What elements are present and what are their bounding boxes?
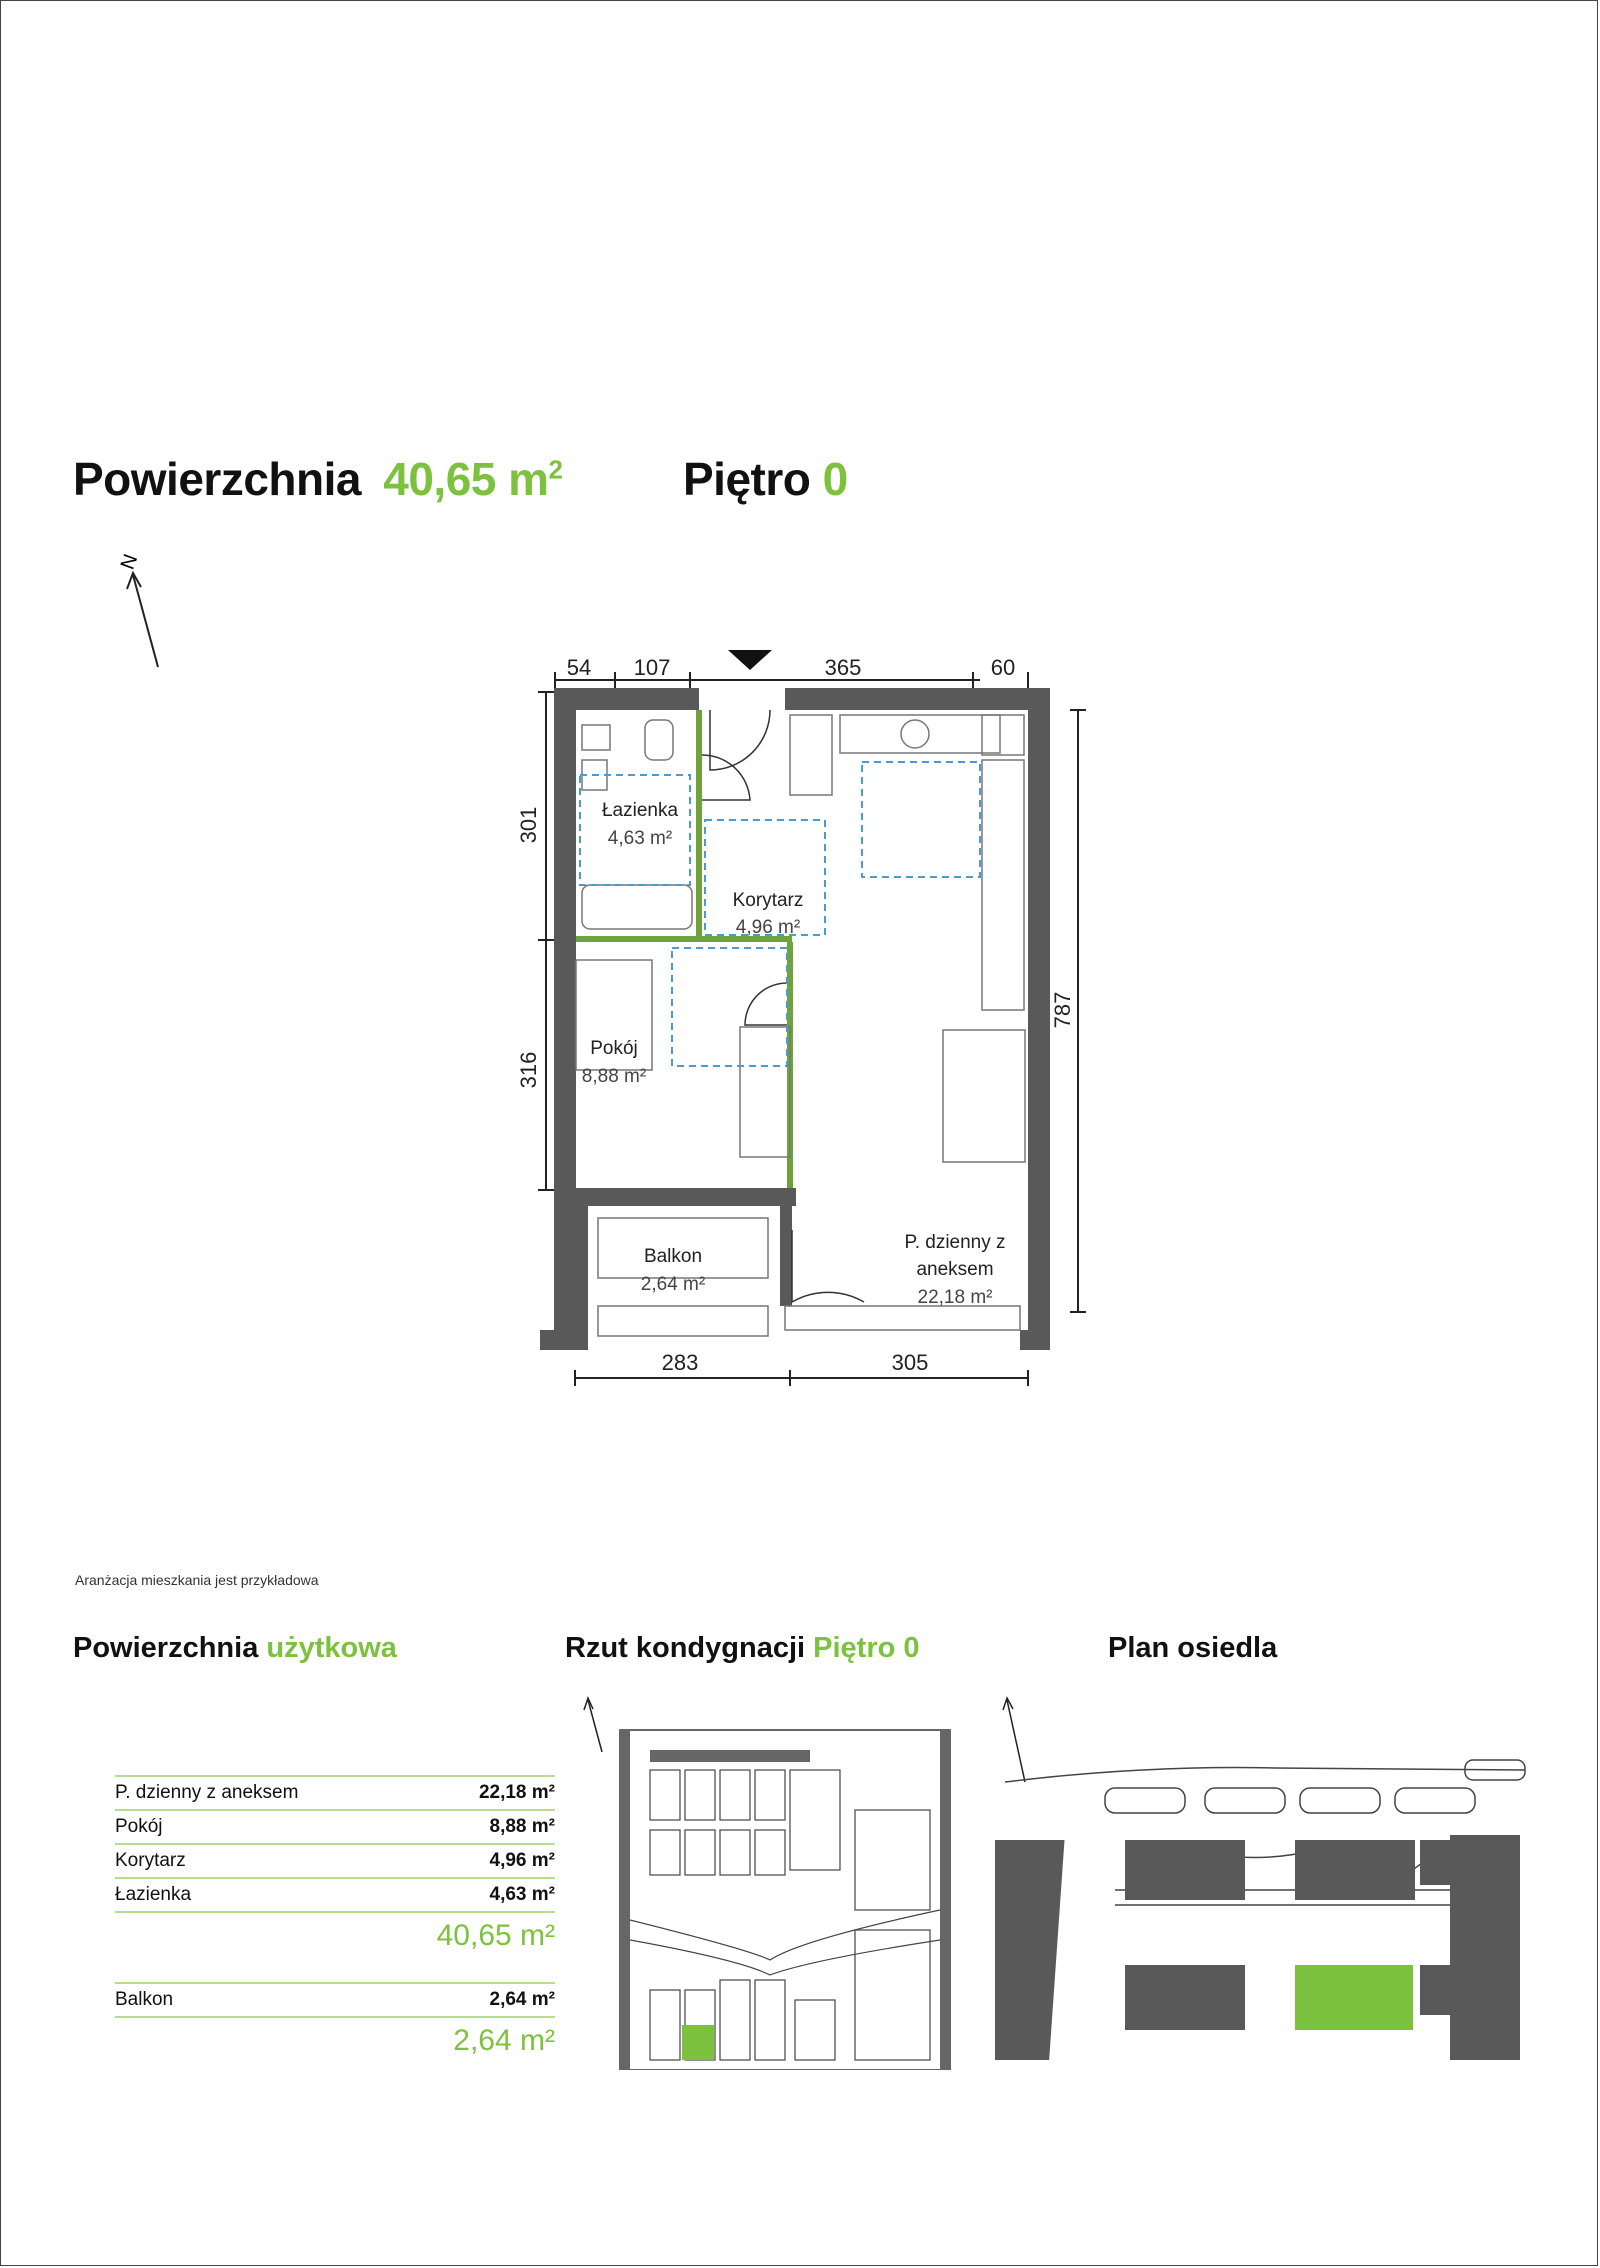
wall-right (1028, 688, 1050, 1350)
bathtub-fixture (582, 885, 692, 929)
room-name-room: Pokój (590, 1038, 638, 1059)
room-area-balcony: 2,64 m² (640, 1274, 706, 1295)
area-table (115, 1775, 555, 1953)
kitchen-sink (901, 720, 929, 748)
floorplan-heading (565, 1632, 920, 1665)
wall-left (554, 688, 576, 1350)
table-row: P. dzienny z aneksem 22,18 m² (115, 1775, 555, 1811)
wall-bath-bottom (576, 936, 702, 942)
room-area-living: 22,18 m² (917, 1287, 993, 1308)
dim-left-1: 301 (516, 806, 541, 844)
dim-top-4: 60 (990, 655, 1016, 680)
wall-top-right (785, 688, 1030, 710)
dim-bottom-1: 283 (661, 1350, 699, 1375)
wardrobe-entry (790, 715, 832, 795)
room-name-bath: Łazienka (601, 800, 679, 821)
table-row: Pokój 8,88 m² (115, 1811, 555, 1845)
sofa-fixture (943, 1030, 1025, 1162)
area-heading (73, 452, 563, 506)
room-name-living: P. dzienny z (904, 1232, 1006, 1253)
table-row: Balkon 2,64 m² (115, 1982, 555, 2018)
dim-top-3: 365 (824, 655, 862, 680)
table-total: 40,65 m² (436, 1919, 555, 1952)
dim-top-1: 54 (566, 655, 592, 680)
wall-bottom-right (1020, 1330, 1050, 1350)
area-label: Powierzchnia (73, 453, 361, 505)
floor-label: Piętro (683, 453, 811, 505)
wall-balcony-top (576, 1188, 796, 1206)
bath-door-swing (702, 755, 750, 800)
north-label: N (116, 551, 143, 573)
highlight-building (1295, 1965, 1413, 2030)
clearance-kitchen (862, 762, 980, 877)
room-name-balcony: Balkon (643, 1246, 703, 1267)
room-area-corridor: 4,96 m² (735, 917, 801, 938)
floor-heading (683, 452, 848, 506)
layout-note: Aranżacja mieszkania jest przykładowa (75, 1572, 319, 1588)
floorplan-accent: Piętro 0 (813, 1632, 920, 1664)
dim-left-2: 316 (516, 1051, 541, 1089)
wardrobe-room (740, 1027, 790, 1157)
dim-top-2: 107 (633, 655, 671, 680)
estate-heading: Plan osiedla (1108, 1632, 1278, 1664)
balcony-table (115, 1982, 555, 2058)
wall-bottom-left (540, 1330, 580, 1350)
balcony-door-swing (792, 1230, 864, 1302)
dim-bottom-2: 305 (891, 1350, 929, 1375)
kitchen-counter-side (982, 760, 1024, 1010)
wall-top-left (554, 688, 699, 710)
area-value: 40,65 $m^2$ (383, 453, 563, 505)
estate-plan-thumbnail (995, 1690, 1535, 2070)
room-name-living-2: aneksem (916, 1259, 994, 1280)
wall-bath-right (696, 710, 702, 940)
usable-area-heading (73, 1632, 397, 1665)
entrance-marker (728, 650, 772, 670)
floorplan-label: Rzut kondygnacji (565, 1632, 806, 1664)
room-name-corridor: Korytarz (732, 890, 804, 911)
room-area-bath: 4,63 m² (607, 828, 673, 849)
usable-accent: użytkowa (266, 1632, 397, 1664)
highlight-apartment (682, 2025, 714, 2060)
north-arrow-icon (115, 545, 175, 675)
balcony-total: 2,64 m² (453, 2024, 555, 2057)
apartment-plan (500, 630, 1120, 1400)
toilet-fixture (645, 720, 673, 760)
living-window (785, 1306, 1020, 1330)
shower-fixture (582, 725, 610, 750)
dim-right-1: 787 (1050, 991, 1075, 1029)
clearance-room (672, 948, 787, 1066)
usable-label: Powierzchnia (73, 1632, 259, 1664)
table-row: Korytarz 4,96 m² (115, 1845, 555, 1879)
balcony-railing (598, 1306, 768, 1336)
kitchen-corner (982, 715, 1024, 755)
wall-balcony-left (576, 1206, 588, 1350)
floor-plan-thumbnail (570, 1690, 960, 2070)
room-area-room: 8,88 m² (581, 1066, 647, 1087)
table-row: Łazienka 4,63 m² (115, 1879, 555, 1913)
floor-value: 0 (822, 453, 848, 505)
room-door-swing (745, 983, 787, 1025)
wall-balcony-right (780, 1206, 792, 1306)
entry-door-swing (710, 710, 770, 770)
